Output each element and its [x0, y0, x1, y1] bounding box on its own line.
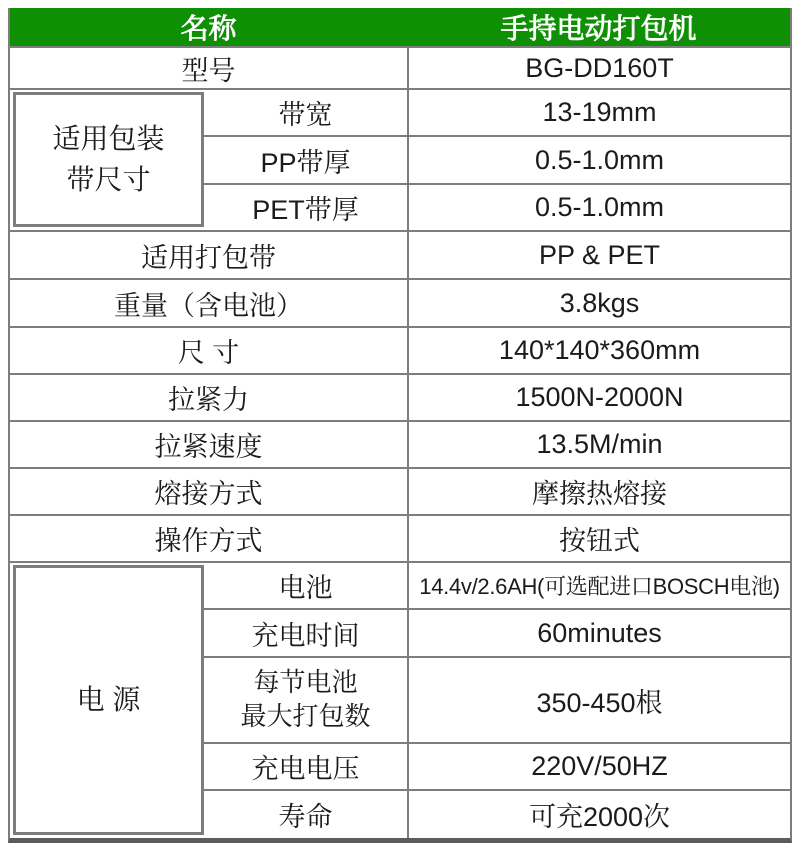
strap-size-group-cell: [10, 90, 204, 232]
weight-label: 重量（含电池）: [10, 280, 407, 328]
charge-time-value: 60minutes: [407, 610, 790, 658]
tension-speed-value: 13.5M/min: [407, 422, 790, 469]
pet-thickness-label: PET带厚: [204, 185, 407, 232]
charge-voltage-value: 220V/50HZ: [407, 744, 790, 791]
lifespan-label: 寿命: [204, 791, 407, 838]
strap-width-label: 带宽: [204, 90, 407, 137]
battery-value: 14.4v/2.6AH(可选配进口BOSCH电池): [407, 563, 790, 610]
packs-per-battery-label-line1: 每节电池: [253, 667, 358, 698]
model-label: 型号: [10, 48, 407, 90]
dimensions-label: 尺 寸: [10, 328, 407, 375]
pp-thickness-value: 0.5-1.0mm: [407, 137, 790, 185]
tension-force-label: 拉紧力: [10, 375, 407, 422]
battery-label: 电池: [204, 563, 407, 610]
packs-per-battery-label: [204, 658, 407, 744]
tension-force-value: 1500N-2000N: [407, 375, 790, 422]
charge-time-label: 充电时间: [204, 610, 407, 658]
dimensions-value: 140*140*360mm: [407, 328, 790, 375]
tension-speed-label: 拉紧速度: [10, 422, 407, 469]
power-group-label: 电 源: [76, 683, 141, 715]
power-group-box: [13, 565, 204, 835]
applicable-strap-value: PP & PET: [407, 232, 790, 280]
strap-size-group-label-line2: 带尺寸: [66, 163, 151, 195]
pp-thickness-label: PP带厚: [204, 137, 407, 185]
weight-value: 3.8kgs: [407, 280, 790, 328]
applicable-strap-label: 适用打包带: [10, 232, 407, 280]
operation-mode-value: 按钮式: [407, 516, 790, 563]
strap-size-group-box: [13, 92, 204, 227]
packs-per-battery-label-line2: 最大打包数: [240, 701, 371, 731]
lifespan-value: 可充2000次: [407, 791, 790, 838]
operation-mode-label: 操作方式: [10, 516, 407, 563]
power-group-cell: [10, 563, 204, 838]
header-product-name: 手持电动打包机: [407, 8, 790, 48]
packs-per-battery-value: 350-450根: [407, 658, 790, 744]
strap-width-value: 13-19mm: [407, 90, 790, 137]
header-name-label: 名称: [10, 8, 407, 48]
model-value: BG-DD160T: [407, 48, 790, 90]
charge-voltage-label: 充电电压: [204, 744, 407, 791]
welding-method-label: 熔接方式: [10, 469, 407, 516]
pet-thickness-value: 0.5-1.0mm: [407, 185, 790, 232]
strap-size-group-label-line1: 适用包装: [52, 122, 165, 154]
welding-method-value: 摩擦热熔接: [407, 469, 790, 516]
spec-table: [8, 8, 792, 843]
